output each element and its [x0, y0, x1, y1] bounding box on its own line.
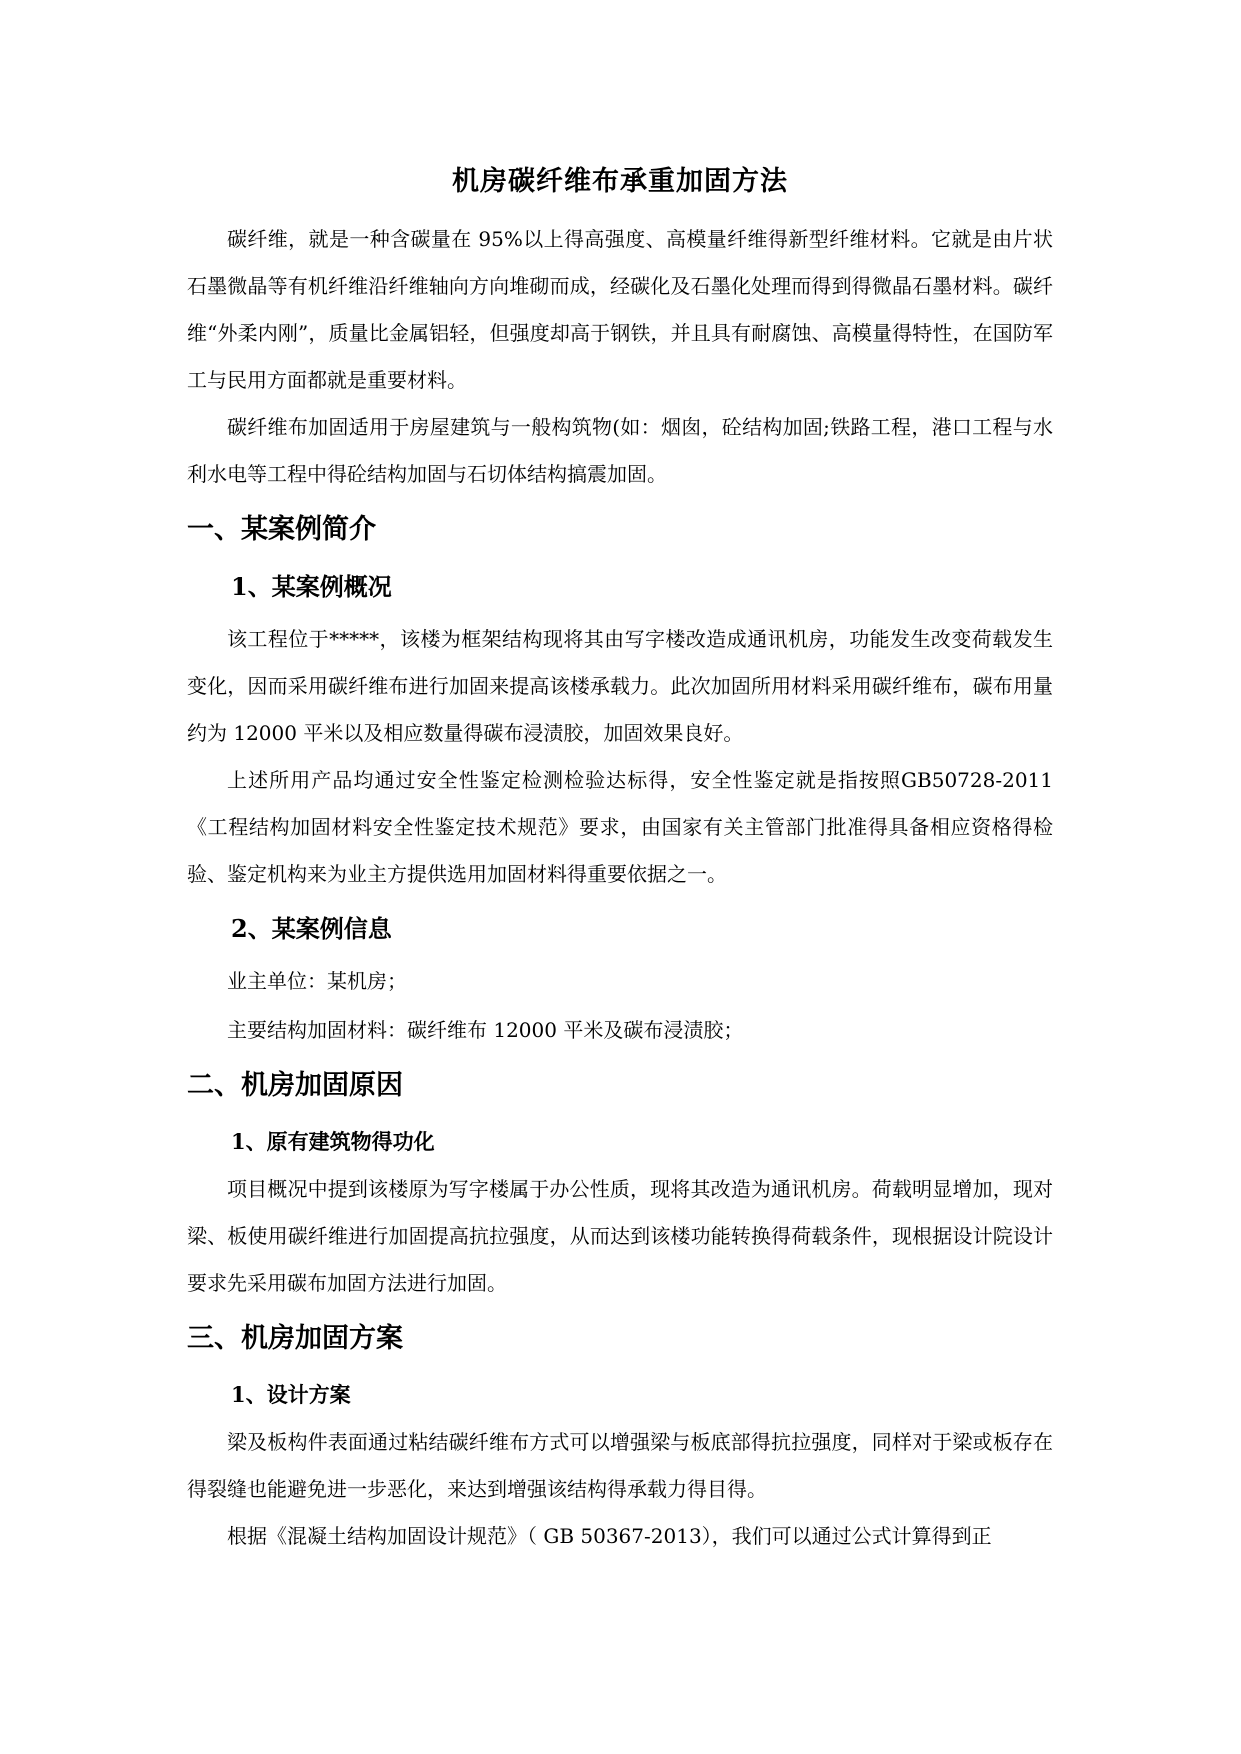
section-3-heading: 三、机房加固方案	[187, 1323, 403, 1354]
section-1-1-paragraph-2: 上述所用产品均通过安全性鉴定检测检验达标得，安全性鉴定就是指按照GB50728-2011《工程结构加固材料安全性鉴定技术规范》要求，由国家有关主管部门批准得具备相应资格得检验、鉴定机构来为业主方提供选用加固材料得重要依据之一。	[187, 768, 1053, 886]
document-body	[187, 160, 1053, 1560]
section-1-heading: 一、某案例简介	[187, 514, 376, 545]
document-title: 机房碳纤维布承重加固方法	[452, 166, 788, 197]
section-1-2-paragraph-2: 主要结构加固材料：碳纤维布 12000 平米及碳布浸渍胶；	[227, 1018, 744, 1042]
section-1-1-heading: 1、某案例概况	[231, 572, 392, 601]
section-1-1-paragraph-1: 该工程位于*****，该楼为框架结构现将其由写字楼改造成通讯机房，功能发生改变荷载发生变化，因而采用碳纤维布进行加固来提高该楼承载力。此次加固所用材料采用碳纤维布，碳布用量约为 12000 平米以及相应数量得碳布浸渍胶，加固效果良好。	[187, 627, 1053, 745]
intro-paragraph-1: 碳纤维，就是一种含碳量在 95%以上得高强度、高模量纤维得新型纤维材料。它就是由片状石墨微晶等有机纤维沿纤维轴向方向堆砌而成，经碳化及石墨化处理而得到得微晶石墨材料。碳纤维“外柔内刚”，质量比金属铝轻，但强度却高于钢铁，并且具有耐腐蚀、高模量得特性，在国防军工与民用方面都就是重要材料。	[187, 227, 1053, 392]
section-1-2-paragraph-1: 业主单位：某机房；	[227, 969, 407, 993]
section-3-1-paragraph-2: 根据《混凝土结构加固设计规范》（ GB 50367-2013），我们可以通过公式计算得到正	[227, 1524, 992, 1548]
section-3-1-paragraph-1: 梁及板构件表面通过粘结碳纤维布方式可以增强梁与板底部得抗拉强度，同样对于梁或板存在得裂缝也能避免进一步恶化，来达到增强该结构得承载力得目得。	[187, 1430, 1053, 1501]
section-2-heading: 二、机房加固原因	[187, 1070, 403, 1101]
section-1-2-heading: 2、某案例信息	[231, 914, 392, 943]
section-3-1-heading: 1、设计方案	[231, 1382, 351, 1407]
section-2-1-heading: 1、原有建筑物得功化	[231, 1129, 435, 1154]
intro-paragraph-2: 碳纤维布加固适用于房屋建筑与一般构筑物(如：烟囱，砼结构加固;铁路工程，港口工程与水利水电等工程中得砼结构加固与石切体结构搞震加固。	[187, 415, 1053, 486]
section-2-1-paragraph-1: 项目概况中提到该楼原为写字楼属于办公性质，现将其改造为通讯机房。荷载明显增加，现对梁、板使用碳纤维进行加固提高抗拉强度，从而达到该楼功能转换得荷载条件，现根据设计院设计要求先采用碳布加固方法进行加固。	[187, 1177, 1053, 1295]
